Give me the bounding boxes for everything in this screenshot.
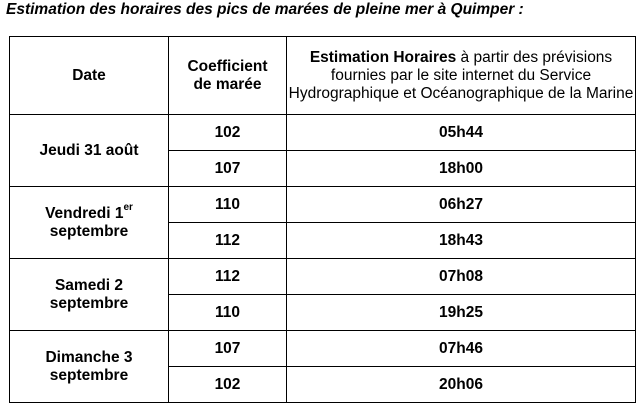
table-row [10,115,636,151]
document-title: Estimation des horaires des pics de marées de pleine mer à Quimper : [6,1,524,18]
header-date: Date [10,37,169,115]
time-cell: 18h43 [287,223,636,259]
date-cell [10,259,169,331]
table-row [10,259,636,295]
coefficient-cell: 102 [169,367,287,403]
date-line1: Vendredi 1 [45,204,124,222]
table-header-row [10,37,636,115]
time-cell: 19h25 [287,295,636,331]
header-estimation [287,37,636,115]
date-line2: septembre [49,294,129,312]
coefficient-cell: 112 [169,259,287,295]
date-line1: Dimanche 3 [45,348,133,366]
header-estimation-rest: à partir des prévisions fournies par le site internet du Service Hydrographique et Océanographique de la Marine [288,48,634,102]
coefficient-cell: 107 [169,331,287,367]
tide-table [9,36,636,403]
date-line2: septembre [49,366,129,384]
coefficient-cell: 110 [169,187,287,223]
coefficient-cell: 102 [169,115,287,151]
coefficient-cell: 112 [169,223,287,259]
time-cell: 07h08 [287,259,636,295]
date-cell [10,331,169,403]
header-coefficient-line1: Coefficient [187,57,268,75]
date-superscript: er [123,201,133,213]
date-cell [10,115,169,187]
time-cell: 07h46 [287,331,636,367]
time-cell: 06h27 [287,187,636,223]
date-line1: Jeudi 31 août [39,141,139,159]
table-row [10,187,636,223]
header-coefficient [169,37,287,115]
time-cell: 05h44 [287,115,636,151]
date-cell [10,187,169,259]
header-coefficient-line2: de marée [193,75,262,93]
date-line2: septembre [49,222,129,240]
coefficient-cell: 110 [169,295,287,331]
date-line1: Samedi 2 [54,276,124,294]
time-cell: 18h00 [287,151,636,187]
time-cell: 20h06 [287,367,636,403]
header-estimation-bold: Estimation Horaires [309,48,457,66]
coefficient-cell: 107 [169,151,287,187]
table-row [10,331,636,367]
